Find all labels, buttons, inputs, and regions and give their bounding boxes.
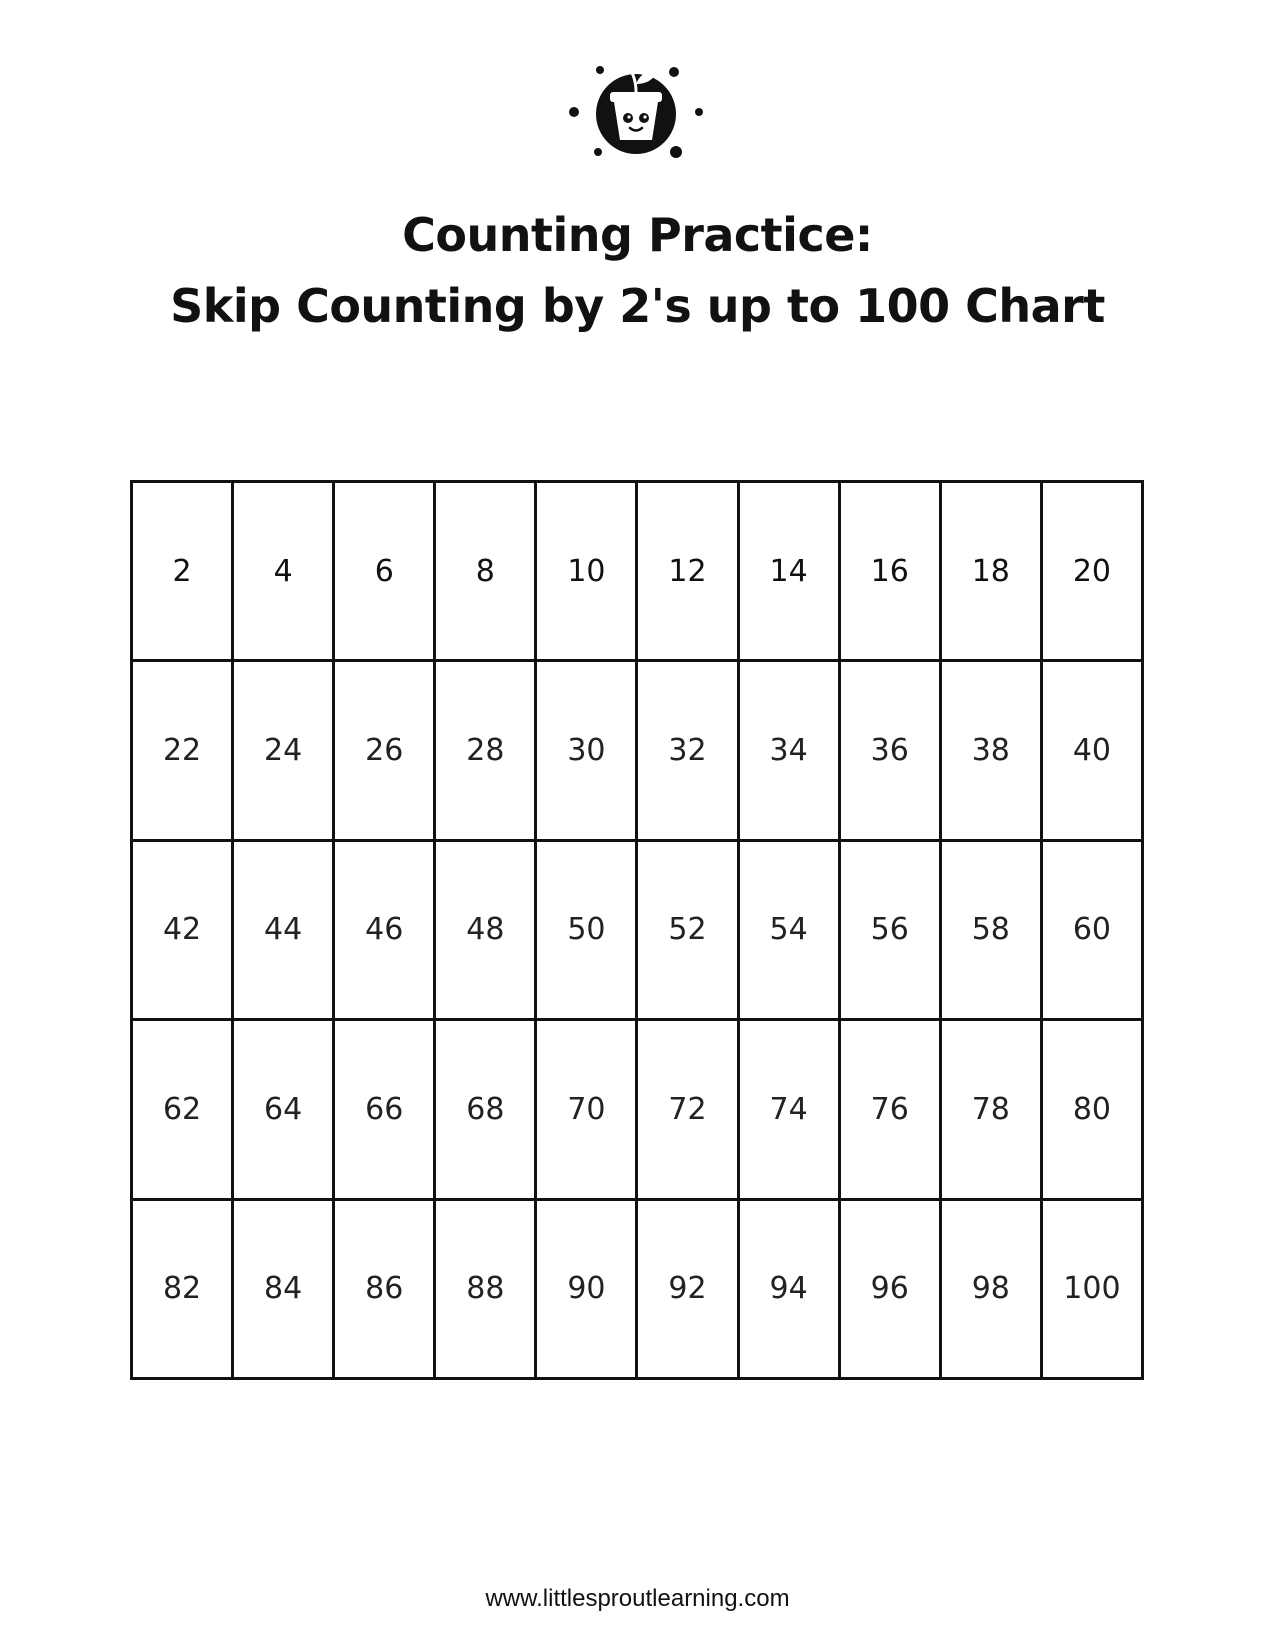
chart-cell: 82 bbox=[132, 1199, 233, 1378]
chart-cell: 58 bbox=[940, 840, 1041, 1019]
chart-cell: 26 bbox=[334, 661, 435, 840]
chart-cell: 36 bbox=[839, 661, 940, 840]
chart-cell: 46 bbox=[334, 840, 435, 1019]
chart-cell: 10 bbox=[536, 482, 637, 661]
chart-cell: 42 bbox=[132, 840, 233, 1019]
page-title: Counting Practice: bbox=[402, 208, 873, 262]
chart-cell: 40 bbox=[1041, 661, 1142, 840]
chart-cell: 20 bbox=[1041, 482, 1142, 661]
chart-cell: 80 bbox=[1041, 1020, 1142, 1199]
chart-cell: 68 bbox=[435, 1020, 536, 1199]
chart-cell: 100 bbox=[1041, 1199, 1142, 1378]
chart-cell: 78 bbox=[940, 1020, 1041, 1199]
logo-dot bbox=[594, 148, 602, 156]
chart-cell: 50 bbox=[536, 840, 637, 1019]
chart-cell: 56 bbox=[839, 840, 940, 1019]
chart-cell: 84 bbox=[233, 1199, 334, 1378]
chart-cell: 96 bbox=[839, 1199, 940, 1378]
website-url: www.littlesproutlearning.com bbox=[485, 1585, 790, 1612]
chart-cell: 24 bbox=[233, 661, 334, 840]
chart-cell: 94 bbox=[738, 1199, 839, 1378]
page-subtitle: Skip Counting by 2's up to 100 Chart bbox=[170, 279, 1105, 333]
chart-row bbox=[132, 1020, 1143, 1199]
chart-cell: 12 bbox=[637, 482, 738, 661]
chart-cell: 6 bbox=[334, 482, 435, 661]
chart-cell: 66 bbox=[334, 1020, 435, 1199]
chart-cell: 72 bbox=[637, 1020, 738, 1199]
chart-cell: 2 bbox=[132, 482, 233, 661]
chart-cell: 44 bbox=[233, 840, 334, 1019]
sprout-pot-logo-icon bbox=[566, 52, 706, 172]
chart-row bbox=[132, 661, 1143, 840]
chart-cell: 54 bbox=[738, 840, 839, 1019]
chart-row bbox=[132, 1199, 1143, 1378]
chart-cell: 16 bbox=[839, 482, 940, 661]
chart-cell: 88 bbox=[435, 1199, 536, 1378]
chart-cell: 32 bbox=[637, 661, 738, 840]
logo-dot bbox=[695, 108, 703, 116]
chart-cell: 90 bbox=[536, 1199, 637, 1378]
skip-counting-chart bbox=[130, 480, 1144, 1380]
logo-dot bbox=[596, 66, 604, 74]
chart-cell: 30 bbox=[536, 661, 637, 840]
chart-cell: 14 bbox=[738, 482, 839, 661]
logo-dot bbox=[569, 107, 579, 117]
chart-row bbox=[132, 482, 1143, 661]
chart-cell: 70 bbox=[536, 1020, 637, 1199]
chart-cell: 22 bbox=[132, 661, 233, 840]
logo-dot bbox=[670, 146, 682, 158]
chart-cell: 76 bbox=[839, 1020, 940, 1199]
chart-cell: 38 bbox=[940, 661, 1041, 840]
chart-cell: 34 bbox=[738, 661, 839, 840]
chart-row bbox=[132, 840, 1143, 1019]
logo-dot bbox=[669, 67, 679, 77]
chart-cell: 8 bbox=[435, 482, 536, 661]
chart-cell: 4 bbox=[233, 482, 334, 661]
chart-cell: 64 bbox=[233, 1020, 334, 1199]
chart-cell: 48 bbox=[435, 840, 536, 1019]
chart-cell: 92 bbox=[637, 1199, 738, 1378]
chart-cell: 62 bbox=[132, 1020, 233, 1199]
chart-cell: 74 bbox=[738, 1020, 839, 1199]
chart-cell: 52 bbox=[637, 840, 738, 1019]
chart-cell: 28 bbox=[435, 661, 536, 840]
chart-cell: 86 bbox=[334, 1199, 435, 1378]
chart-cell: 60 bbox=[1041, 840, 1142, 1019]
chart-cell: 98 bbox=[940, 1199, 1041, 1378]
chart-cell: 18 bbox=[940, 482, 1041, 661]
